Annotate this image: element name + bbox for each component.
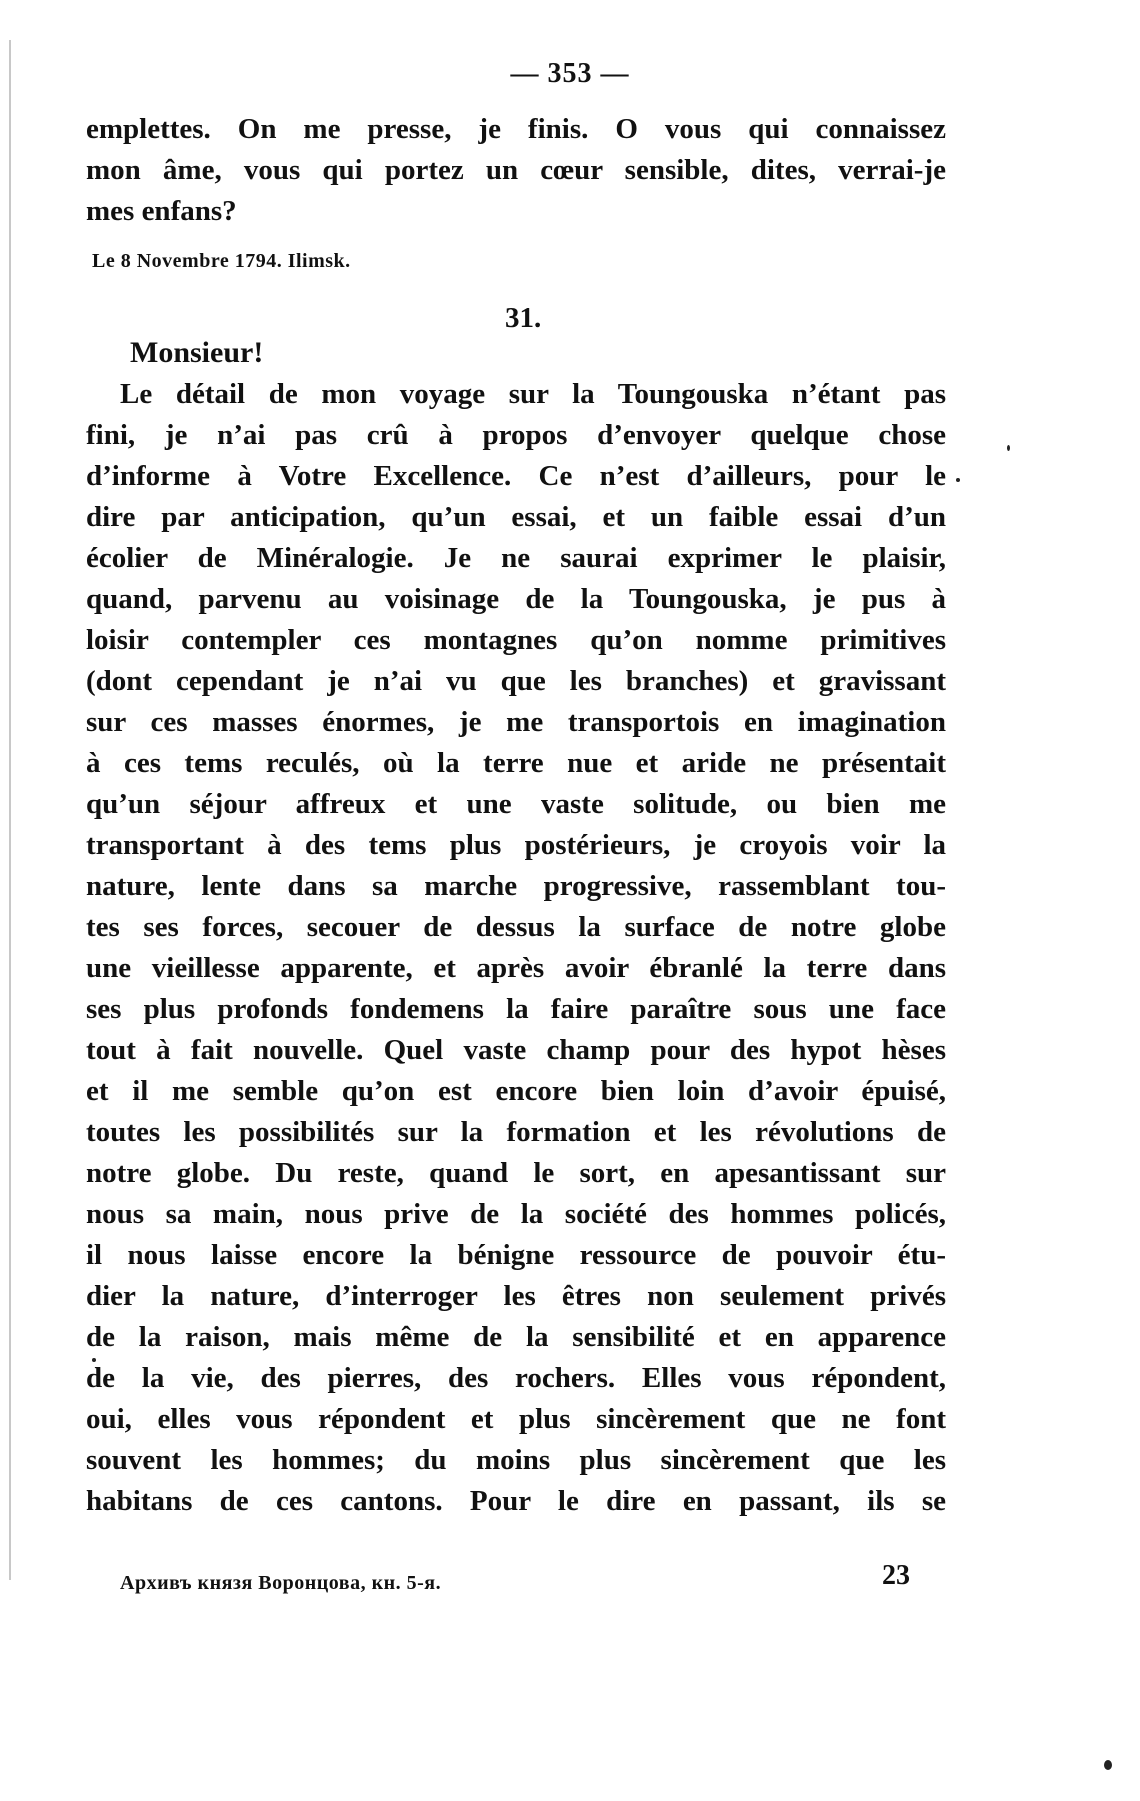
text-line: dire par anticipation, qu’un essai, et un faible essai d’un: [86, 501, 946, 533]
text-line: de la raison, mais même de la sensibilité et en apparence: [86, 1321, 946, 1353]
text-line: Le détail de mon voyage sur la Toungouska n’étant pas: [120, 378, 946, 410]
scan-edge-line: [9, 40, 11, 1580]
text-line: emplettes. On me presse, je finis. O vous qui connaissez: [86, 113, 946, 145]
text-line: nous sa main, nous prive de la société des hommes policés,: [86, 1198, 946, 1230]
text-line: notre globe. Du reste, quand le sort, en apesantissant sur: [86, 1157, 946, 1189]
text-line: et il me semble qu’on est encore bien loin d’avoir épuisé,: [86, 1075, 946, 1107]
text-line: quand, parvenu au voisinage de la Toungouska, je pus à: [86, 583, 946, 615]
text-line: habitans de ces cantons. Pour le dire en passant, ils se: [86, 1485, 946, 1517]
text-line: oui, elles vous répondent et plus sincèrement que ne font: [86, 1403, 946, 1435]
text-line: il nous laisse encore la bénigne ressource de pouvoir étu-: [86, 1239, 946, 1271]
text-line: de la vie, des pierres, des rochers. Elles vous répondent,: [86, 1362, 946, 1394]
text-line: fini, je n’ai pas crû à propos d’envoyer quelque chose: [86, 419, 946, 451]
dateline: Le 8 Novembre 1794. Ilimsk.: [92, 250, 351, 272]
text-line: (dont cependant je n’ai vu que les branches) et gravissant: [86, 665, 946, 697]
scan-speck: [956, 478, 960, 482]
text-line: tes ses forces, secouer de dessus la surface de notre globe: [86, 911, 946, 943]
page-number: — 353 —: [510, 58, 630, 89]
scan-speck: [1104, 1760, 1112, 1770]
text-line: toutes les possibilités sur la formation et les révolutions de: [86, 1116, 946, 1148]
text-line: sur ces masses énormes, je me transportois en imagination: [86, 706, 946, 738]
text-line: souvent les hommes; du moins plus sincèrement que les: [86, 1444, 946, 1476]
text-line: écolier de Minéralogie. Je ne saurai exprimer le plaisir,: [86, 542, 946, 574]
salutation: Monsieur!: [130, 336, 264, 369]
opening-paragraph: [86, 109, 946, 232]
signature-mark: 23: [882, 1560, 910, 1591]
text-line: tout à fait nouvelle. Quel vaste champ pour des hypot hèses: [86, 1034, 946, 1066]
text-line: à ces tems reculés, où la terre nue et aride ne présentait: [86, 747, 946, 779]
footer-source-note: Архивъ князя Воронцова, кн. 5-я.: [120, 1572, 442, 1594]
letter-body: [86, 374, 946, 1522]
letter-number: 31.: [505, 302, 542, 334]
scan-speck: [1007, 445, 1010, 451]
text-line: loisir contempler ces montagnes qu’on nomme primitives: [86, 624, 946, 656]
scan-speck: [92, 1358, 96, 1362]
text-line: d’informe à Votre Excellence. Ce n’est d’ailleurs, pour le: [86, 460, 946, 492]
text-line: transportant à des tems plus postérieurs, je croyois voir la: [86, 829, 946, 861]
text-line: dier la nature, d’interroger les êtres non seulement privés: [86, 1280, 946, 1312]
text-line: une vieillesse apparente, et après avoir ébranlé la terre dans: [86, 952, 946, 984]
text-line: nature, lente dans sa marche progressive, rassemblant tou-: [86, 870, 946, 902]
text-line: ses plus profonds fondemens la faire paraître sous une face: [86, 993, 946, 1025]
text-line: mes enfans?: [86, 195, 237, 227]
text-line: qu’un séjour affreux et une vaste solitude, ou bien me: [86, 788, 946, 820]
text-line: mon âme, vous qui portez un cœur sensible, dites, verrai-je: [86, 154, 946, 186]
